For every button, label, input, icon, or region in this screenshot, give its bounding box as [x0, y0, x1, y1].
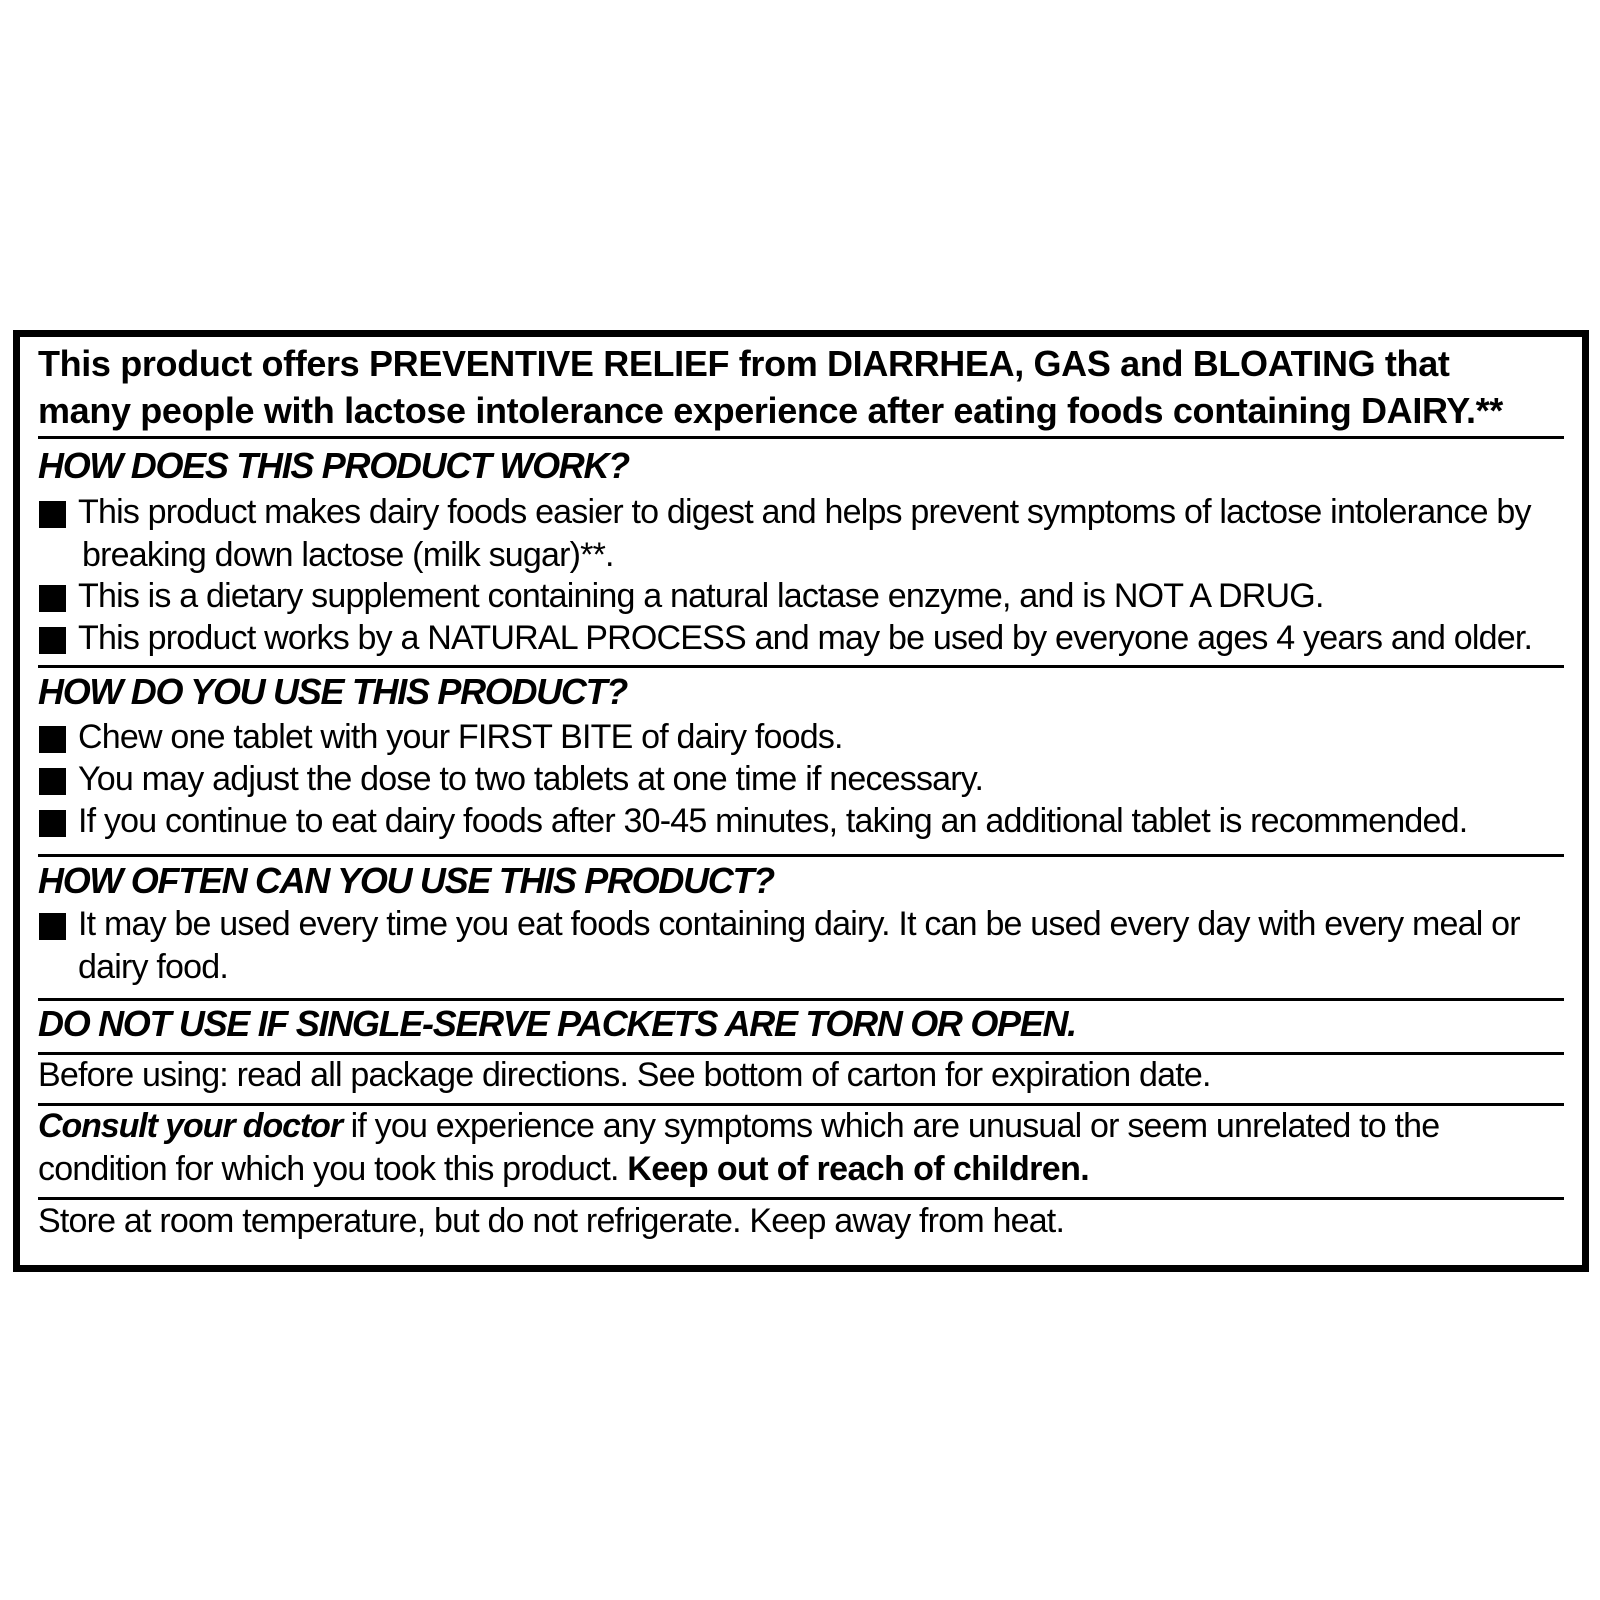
warning-heading: DO NOT USE IF SINGLE-SERVE PACKETS ARE TORN OR OPEN.	[38, 1003, 1076, 1044]
divider-3	[38, 854, 1564, 857]
bullet-text: Chew one tablet with your FIRST BITE of dairy foods.	[78, 718, 843, 756]
label-panel	[13, 330, 1589, 1272]
divider-1	[38, 436, 1564, 439]
storage-text: Store at room temperature, but do not refrigerate. Keep away from heat.	[38, 1202, 1065, 1240]
label-content	[38, 337, 1564, 1265]
heading-how-to-use: HOW DO YOU USE THIS PRODUCT?	[38, 671, 627, 712]
bullet-square-icon	[39, 810, 66, 837]
consult-line-1-rest: if you experience any symptoms which are unusual or seem unrelated to the	[341, 1107, 1440, 1145]
intro-line-2: many people with lactose intolerance experience after eating foods containing DAIRY.**	[38, 390, 1503, 431]
keep-out-of-reach-text: Keep out of reach of children.	[627, 1150, 1090, 1188]
before-using-text: Before using: read all package directions. See bottom of carton for expiration date.	[38, 1056, 1211, 1094]
intro-text	[38, 340, 1564, 434]
bullet-text-continued: dairy food.	[78, 948, 228, 986]
consult-lead: Consult your doctor	[38, 1107, 342, 1145]
bullet-square-icon	[39, 768, 66, 795]
heading-how-it-works: HOW DOES THIS PRODUCT WORK?	[38, 445, 629, 486]
bullet-text: You may adjust the dose to two tablets at one time if necessary.	[78, 760, 984, 798]
bullet-item	[38, 800, 1564, 843]
bullet-text-continued: breaking down lactose (milk sugar)**.	[82, 536, 614, 574]
heading-how-often: HOW OFTEN CAN YOU USE THIS PRODUCT?	[38, 860, 774, 901]
intro-line-1: This product offers PREVENTIVE RELIEF from DIARRHEA, GAS and BLOATING that	[38, 343, 1450, 384]
bullet-item	[38, 575, 1564, 618]
bullet-text: This is a dietary supplement containing a natural lactase enzyme, and is NOT A DRUG.	[78, 577, 1324, 615]
bullet-square-icon	[39, 585, 66, 612]
bullet-square-icon	[39, 501, 66, 528]
divider-4	[38, 998, 1564, 1001]
bullet-item	[38, 903, 1564, 989]
consult-line-2	[38, 1148, 1564, 1191]
bullet-square-icon	[39, 913, 66, 940]
bullet-item	[38, 758, 1564, 801]
bullet-item	[38, 716, 1564, 759]
bullet-text: This product works by a NATURAL PROCESS and may be used by everyone ages 4 years and older.	[78, 619, 1533, 657]
bullet-text: This product makes dairy foods easier to digest and helps prevent symptoms of lactose intolerance by	[78, 493, 1531, 531]
bullet-text: It may be used every time you eat foods containing dairy. It can be used every day with every meal or	[78, 905, 1520, 943]
bullet-item	[38, 617, 1564, 660]
consult-doctor-text	[38, 1105, 1564, 1191]
bullet-item	[38, 491, 1564, 577]
bullet-square-icon	[39, 726, 66, 753]
divider-2	[38, 665, 1564, 668]
consult-line-1	[38, 1105, 1564, 1148]
bullet-text: If you continue to eat dairy foods after 30-45 minutes, taking an additional tablet is recommended.	[78, 802, 1468, 840]
consult-line-2-start: condition for which you took this product.	[38, 1150, 628, 1188]
bullet-square-icon	[39, 627, 66, 654]
